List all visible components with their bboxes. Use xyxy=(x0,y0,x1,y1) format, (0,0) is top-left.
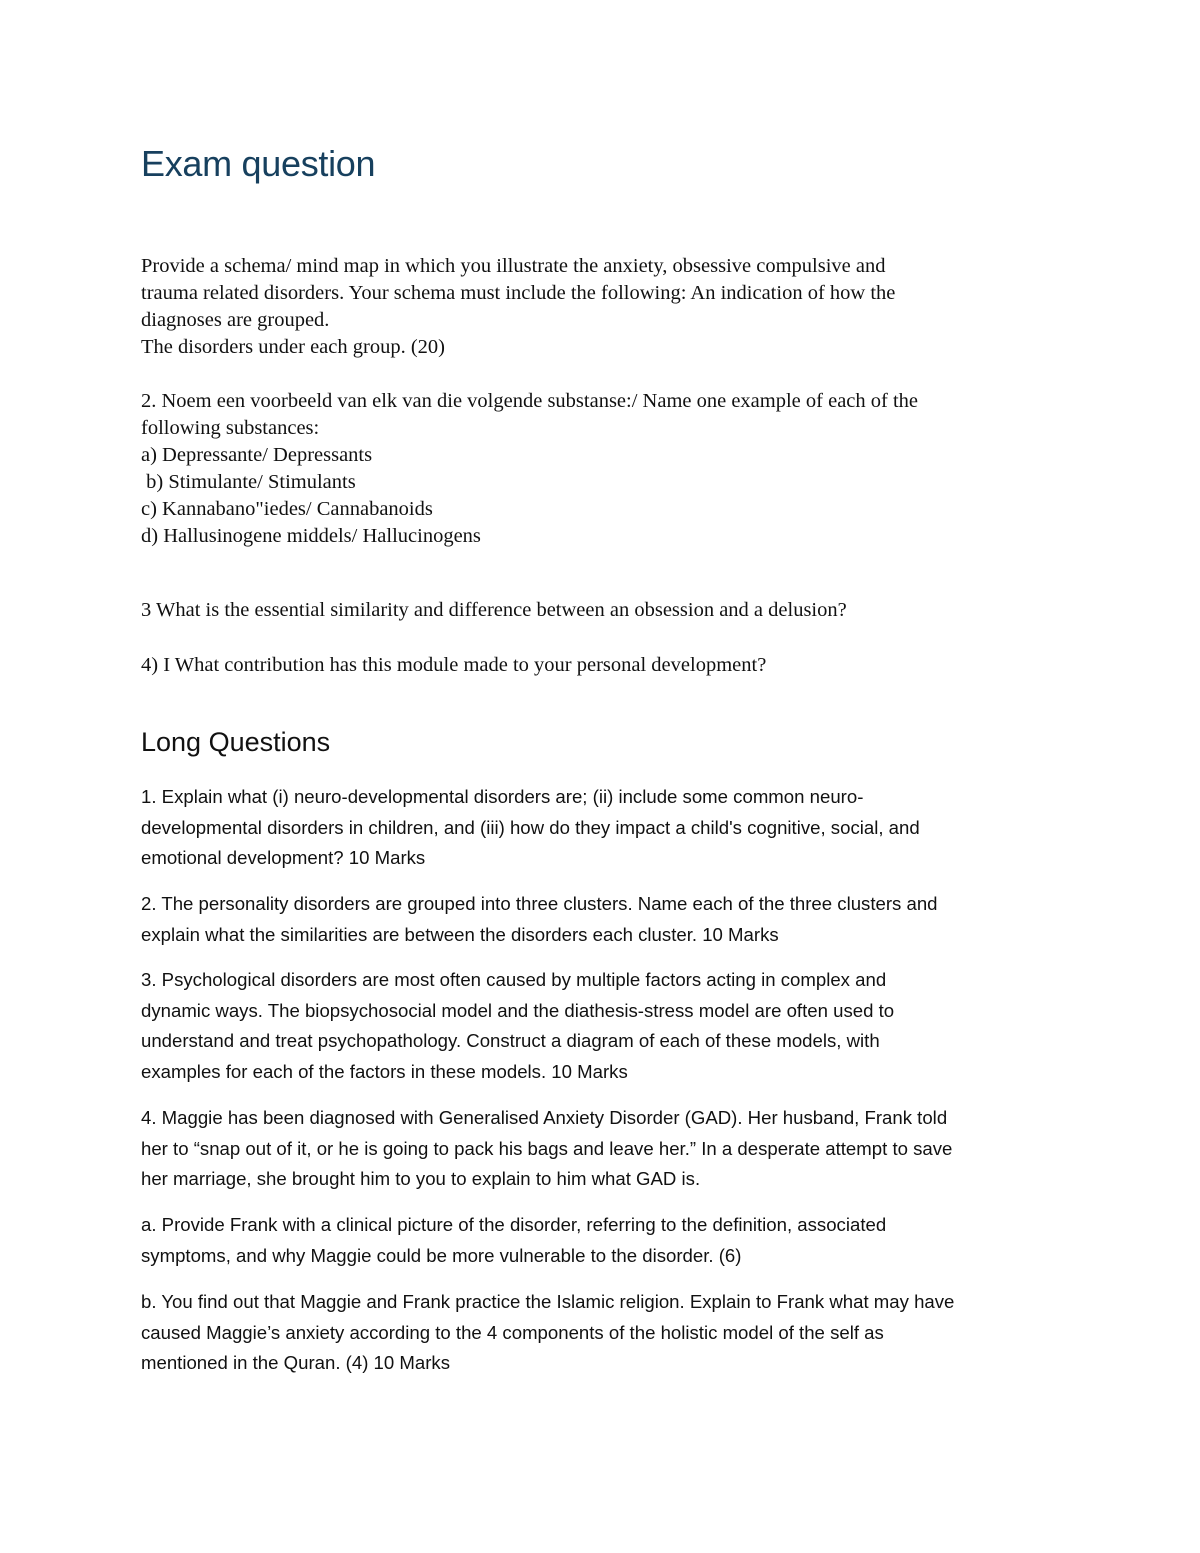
long-question-1 xyxy=(141,782,1051,874)
text-line: dynamic ways. The biopsychosocial model and the diathesis-stress model are often used to xyxy=(141,999,895,1021)
text-line: b. You find out that Maggie and Frank practice the Islamic religion. Explain to Frank what may have xyxy=(141,1291,955,1312)
text-line: following substances: xyxy=(141,417,320,439)
long-question-4 xyxy=(141,1103,1051,1195)
long-question-3 xyxy=(141,965,1051,1087)
list-item: b) Stimulante/ Stimulants xyxy=(141,471,356,493)
text-line: 2. Noem een voorbeeld van elk van die volgende substanse:/ Name one example of each of the xyxy=(141,390,919,412)
list-item: d) Hallusinogene middels/ Hallucinogens xyxy=(141,525,481,547)
exam-question-1 xyxy=(141,253,1061,361)
text-line: Provide a schema/ mind map in which you illustrate the anxiety, obsessive compulsive and xyxy=(141,255,886,277)
long-question-4a xyxy=(141,1210,1051,1271)
long-question-4b xyxy=(141,1287,1051,1379)
text-line: 3 What is the essential similarity and difference between an obsession and a delusion? xyxy=(141,599,847,621)
text-line: diagnoses are grouped. xyxy=(141,309,330,331)
text-line: 4. Maggie has been diagnosed with Generalised Anxiety Disorder (GAD). Her husband, Frank told xyxy=(141,1107,948,1128)
text-line: symptoms, and why Maggie could be more vulnerable to the disorder. (6) xyxy=(141,1244,742,1266)
long-question-2 xyxy=(141,889,1051,950)
text-line: 1. Explain what (i) neuro-developmental disorders are; (ii) include some common neuro- xyxy=(141,786,864,807)
text-line: The disorders under each group. (20) xyxy=(141,336,445,358)
text-line: mentioned in the Quran. (4) 10 Marks xyxy=(141,1352,451,1373)
text-line: caused Maggie’s anxiety according to the 4 components of the holistic model of the self as xyxy=(141,1321,884,1343)
list-item: c) Kannabano"iedes/ Cannabanoids xyxy=(141,498,433,520)
exam-question-2 xyxy=(141,388,1061,550)
text-line: 3. Psychological disorders are most often caused by multiple factors acting in complex and xyxy=(141,969,887,990)
text-line: trauma related disorders. Your schema must include the following: An indication of how the xyxy=(141,282,896,304)
text-line: 2. The personality disorders are grouped into three clusters. Name each of the three clusters and xyxy=(141,893,938,914)
text-line: a. Provide Frank with a clinical picture of the disorder, referring to the definition, associated xyxy=(141,1214,887,1235)
text-line: explain what the similarities are between the disorders each cluster. 10 Marks xyxy=(141,923,779,945)
text-line: developmental disorders in children, and (iii) how do they impact a child's cognitive, social, and xyxy=(141,816,920,838)
text-line: her marriage, she brought him to you to explain to him what GAD is. xyxy=(141,1168,701,1189)
section-heading-long-questions: Long Questions xyxy=(141,727,331,757)
exam-question-4 xyxy=(141,652,1061,679)
text-line: 4) I What contribution has this module made to your personal development? xyxy=(141,654,767,676)
text-line: understand and treat psychopathology. Construct a diagram of each of these models, with xyxy=(141,1030,880,1051)
page-title: Exam question xyxy=(141,143,376,184)
exam-question-3 xyxy=(141,597,1061,624)
text-line: emotional development? 10 Marks xyxy=(141,847,426,868)
text-line: examples for each of the factors in these models. 10 Marks xyxy=(141,1060,628,1082)
text-line: her to “snap out of it, or he is going to pack his bags and leave her.” In a desperate attempt to save xyxy=(141,1137,953,1159)
list-item: a) Depressante/ Depressants xyxy=(141,444,373,466)
